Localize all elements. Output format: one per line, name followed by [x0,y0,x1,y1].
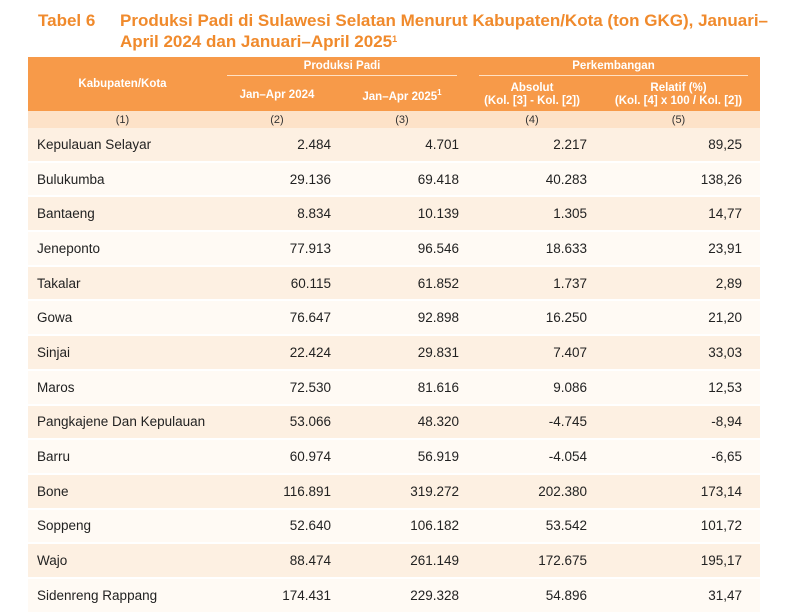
relatif-cell: -8,94 [597,405,760,440]
table-row [28,474,760,509]
kabupaten-cell: Jeneponto [28,231,217,266]
relatif-cell: 2,89 [597,266,760,301]
produksi-2025-cell: 319.272 [337,474,467,509]
kabupaten-cell: Kepulauan Selayar [28,128,217,162]
relatif-cell: 89,25 [597,128,760,162]
col-number-2: (2) [217,111,337,128]
table-row [28,509,760,544]
table-row [28,300,760,335]
table-row [28,543,760,578]
produksi-2024-cell: 76.647 [217,300,337,335]
kabupaten-cell: Bone [28,474,217,509]
absolut-cell: 1.737 [467,266,597,301]
relatif-cell: 31,47 [597,578,760,613]
relatif-cell: 33,03 [597,335,760,370]
absolut-cell: 54.896 [467,578,597,613]
relatif-cell: 173,14 [597,474,760,509]
produksi-2024-cell: 52.640 [217,509,337,544]
produksi-2025-cell: 261.149 [337,543,467,578]
produksi-2024-cell: 72.530 [217,370,337,405]
header-produksi-label: Produksi Padi [227,60,457,76]
produksi-2025-cell: 69.418 [337,162,467,197]
header-relatif-label: Relatif (%) [650,82,707,94]
kabupaten-cell: Pangkajene Dan Kepulauan [28,405,217,440]
header-relatif [597,79,760,111]
absolut-cell: 7.407 [467,335,597,370]
header-footnote-mark: 1 [437,88,442,98]
absolut-cell: 18.633 [467,231,597,266]
col-number-1: (1) [28,111,217,128]
produksi-2025-cell: 56.919 [337,439,467,474]
absolut-cell: 53.542 [467,509,597,544]
produksi-2025-cell: 96.546 [337,231,467,266]
produksi-2024-cell: 22.424 [217,335,337,370]
absolut-cell: 1.305 [467,196,597,231]
header-perkembangan [467,57,760,79]
produksi-2025-cell: 4.701 [337,128,467,162]
kabupaten-cell: Sinjai [28,335,217,370]
kabupaten-cell: Wajo [28,543,217,578]
header-jan-2025 [337,79,467,111]
table-caption-text: Produksi Padi di Sulawesi Selatan Menurut Kabupaten/Kota (ton GKG), Januari–April 2024 dan Januari–April 2025 [120,11,768,51]
kabupaten-cell: Barru [28,439,217,474]
absolut-cell: 40.283 [467,162,597,197]
header-perkembangan-label: Perkembangan [479,60,749,76]
produksi-2025-cell: 10.139 [337,196,467,231]
col-number-5: (5) [597,111,760,128]
relatif-cell: 101,72 [597,509,760,544]
produksi-2024-cell: 77.913 [217,231,337,266]
table-row [28,335,760,370]
kabupaten-cell: Bulukumba [28,162,217,197]
absolut-cell: 202.380 [467,474,597,509]
produksi-2025-cell: 48.320 [337,405,467,440]
relatif-cell: 138,26 [597,162,760,197]
header-absolut [467,79,597,111]
relatif-cell: -6,65 [597,439,760,474]
header-kabupaten: Kabupaten/Kota [28,57,217,111]
header-jan-2025-label: Jan–Apr 2025 [362,90,438,103]
produksi-2024-cell: 116.891 [217,474,337,509]
caption-footnote-mark: 1 [392,34,398,44]
absolut-cell: 2.217 [467,128,597,162]
kabupaten-cell: Soppeng [28,509,217,544]
produksi-2024-cell: 2.484 [217,128,337,162]
relatif-cell: 195,17 [597,543,760,578]
relatif-cell: 21,20 [597,300,760,335]
kabupaten-cell: Takalar [28,266,217,301]
relatif-cell: 14,77 [597,196,760,231]
table-row [28,578,760,613]
header-produksi [217,57,467,79]
table-body [28,128,760,613]
production-table [28,57,760,614]
produksi-2024-cell: 60.115 [217,266,337,301]
table-row [28,405,760,440]
header-absolut-formula: (Kol. [3] - Kol. [2]) [484,95,580,107]
absolut-cell: 172.675 [467,543,597,578]
table-row [28,196,760,231]
table-row [28,128,760,162]
table-row [28,231,760,266]
produksi-2024-cell: 29.136 [217,162,337,197]
absolut-cell: -4.054 [467,439,597,474]
header-jan-2024: Jan–Apr 2024 [217,79,337,111]
produksi-2024-cell: 60.974 [217,439,337,474]
absolut-cell: 9.086 [467,370,597,405]
produksi-2024-cell: 53.066 [217,405,337,440]
kabupaten-cell: Maros [28,370,217,405]
produksi-2024-cell: 174.431 [217,578,337,613]
col-number-3: (3) [337,111,467,128]
table-number: Tabel 6 [38,11,96,30]
absolut-cell: -4.745 [467,405,597,440]
absolut-cell: 16.250 [467,300,597,335]
table-row [28,439,760,474]
kabupaten-cell: Bantaeng [28,196,217,231]
produksi-2025-cell: 81.616 [337,370,467,405]
relatif-cell: 12,53 [597,370,760,405]
col-number-4: (4) [467,111,597,128]
produksi-2025-cell: 92.898 [337,300,467,335]
header-relatif-formula: (Kol. [4] x 100 / Kol. [2]) [614,95,743,107]
table-row [28,266,760,301]
kabupaten-cell: Sidenreng Rappang [28,578,217,613]
relatif-cell: 23,91 [597,231,760,266]
header-absolut-label: Absolut [510,82,554,94]
kabupaten-cell: Gowa [28,300,217,335]
table-caption [120,10,770,52]
table-row [28,370,760,405]
produksi-2025-cell: 29.831 [337,335,467,370]
produksi-2025-cell: 106.182 [337,509,467,544]
produksi-2024-cell: 88.474 [217,543,337,578]
produksi-2025-cell: 61.852 [337,266,467,301]
table-row [28,162,760,197]
produksi-2025-cell: 229.328 [337,578,467,613]
produksi-2024-cell: 8.834 [217,196,337,231]
